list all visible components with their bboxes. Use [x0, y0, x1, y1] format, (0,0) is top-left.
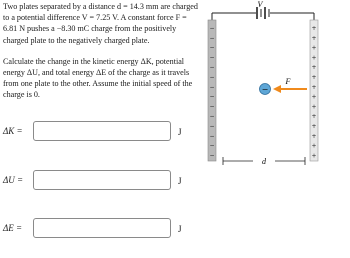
minus-sign-icon: −	[209, 64, 215, 72]
plus-sign-icon: +	[311, 44, 317, 52]
answer-row-kinetic	[0, 121, 205, 143]
plus-sign-icon: +	[311, 25, 317, 32]
answer-unit-kinetic: J	[178, 127, 182, 137]
answer-label-total: ΔE =	[3, 223, 23, 233]
plus-sign-icon: +	[311, 64, 317, 72]
plus-sign-icon: +	[311, 54, 317, 62]
plus-sign-icon: +	[311, 83, 317, 91]
minus-sign-icon: −	[209, 113, 215, 121]
problem-paragraph-setup: Two plates separated by a distance d = 14.3 mm are charged to a potential difference V = 7.25 V. A constant force F = 6.81 N pushes a −8.30 mC charge from the positively charged plate to the negatively charged plate.	[3, 2, 198, 45]
answer-label-potential: ΔU =	[3, 175, 24, 185]
plus-sign-icon: +	[311, 93, 317, 101]
plus-sign-icon: +	[311, 123, 317, 130]
plus-sign-icon: +	[311, 113, 317, 121]
minus-sign-icon: −	[209, 25, 215, 32]
answer-row-total	[0, 218, 205, 240]
plus-sign-icon: +	[311, 142, 317, 150]
plus-sign-icon: +	[311, 74, 317, 81]
answer-unit-potential: J	[178, 176, 182, 186]
answer-row-potential	[0, 170, 205, 192]
charge-sign: −	[261, 85, 269, 94]
plus-sign-icon: +	[311, 152, 317, 160]
minus-sign-icon: −	[209, 74, 215, 81]
parallel-plate-figure	[205, 0, 345, 175]
force-arrow-head	[273, 85, 281, 93]
distance-label: d	[262, 157, 266, 166]
minus-sign-icon: −	[209, 83, 215, 91]
battery-label: V	[257, 0, 263, 9]
total-energy-input[interactable]	[33, 218, 171, 238]
minus-sign-icon: −	[209, 132, 215, 140]
minus-sign-icon: −	[209, 44, 215, 52]
minus-sign-icon: −	[209, 34, 215, 42]
answer-unit-total: J	[178, 224, 182, 234]
problem-paragraph-question: Calculate the change in the kinetic energy ΔK, potential energy ΔU, and total energy ΔE of the charge as it travels from one plate to the other. Assume the initial speed of the charge is 0.	[3, 56, 193, 100]
problem-statement	[3, 1, 201, 111]
answer-label-kinetic: ΔK =	[3, 126, 23, 136]
kinetic-energy-input[interactable]	[33, 121, 171, 141]
force-label: F	[285, 77, 291, 86]
potential-energy-input[interactable]	[33, 170, 171, 190]
minus-sign-icon: −	[209, 123, 215, 130]
minus-sign-icon: −	[209, 103, 215, 111]
plus-sign-icon: +	[311, 103, 317, 111]
plus-sign-icon: +	[311, 34, 317, 42]
minus-sign-icon: −	[209, 54, 215, 62]
minus-sign-icon: −	[209, 93, 215, 101]
minus-sign-icon: −	[209, 142, 215, 150]
minus-sign-icon: −	[209, 152, 215, 160]
plus-sign-icon: +	[311, 132, 317, 140]
